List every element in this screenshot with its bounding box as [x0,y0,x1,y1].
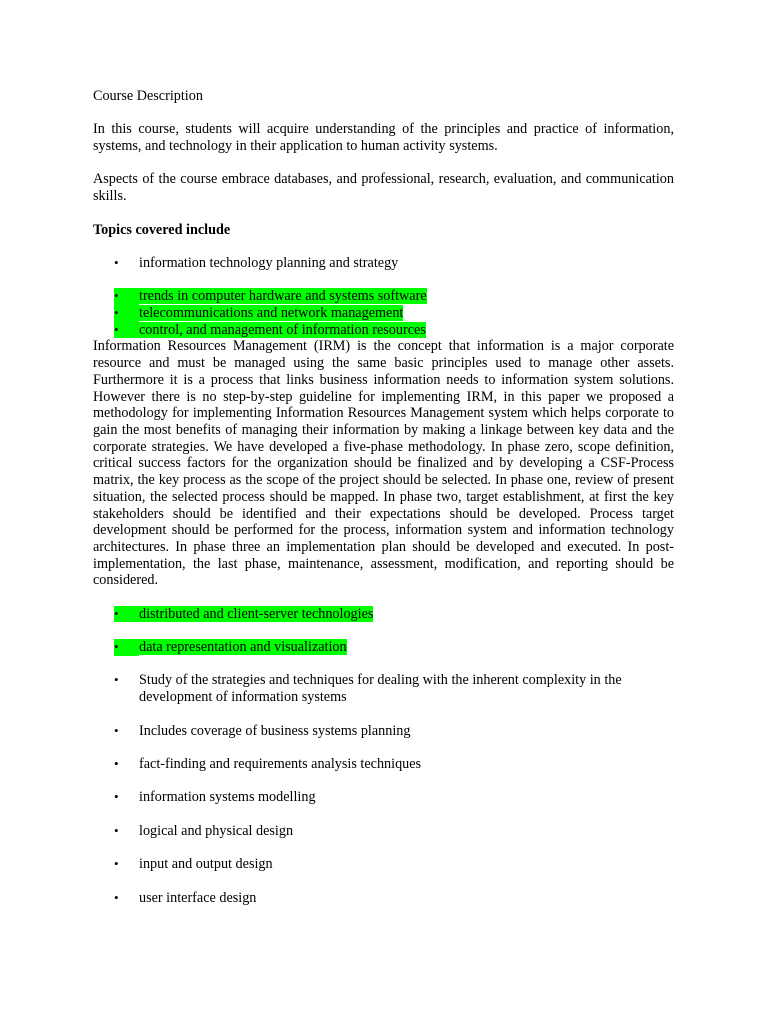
bullet-icon: • [114,288,139,305]
list-item [93,856,674,873]
document-body [93,88,674,906]
list-item-text: information technology planning and strategy [139,254,399,271]
bullet-icon: • [114,639,139,656]
list-item [93,288,674,305]
list-item-text: logical and physical design [139,822,294,839]
list-item [93,305,674,322]
list-item [93,723,674,740]
topics-list-highlighted [93,288,674,338]
topics-list-d6 [93,856,674,873]
list-item-text: Study of the strategies and techniques for dealing with the inherent complexity in the development of information systems [139,672,622,706]
bullet-icon: • [114,322,139,339]
bullet-icon: • [114,254,119,270]
bullet-icon: • [114,889,119,905]
list-item-text: control, and management of information resources [139,321,426,338]
bullet-icon: • [114,755,119,771]
list-item-text: information systems modelling [139,789,316,806]
list-item [93,606,674,623]
list-item-text: user interface design [139,889,257,906]
bullet-icon: • [114,672,119,688]
list-item-text: trends in computer hardware and systems software [139,288,427,305]
topics-list-a [93,255,674,272]
bullet-icon: • [114,606,139,623]
list-item-text: input and output design [139,856,273,873]
list-item-text: data representation and visualization [139,639,347,656]
bullet-icon: • [114,789,119,805]
list-item [93,823,674,840]
intro-paragraph-1: In this course, students will acquire understanding of the principles and practice of information, systems, and technology in their application to human activity systems. [93,121,674,155]
bullet-icon: • [114,722,119,738]
list-item-text: Includes coverage of business systems planning [139,722,411,739]
list-item [93,890,674,907]
topics-list-d [93,672,674,705]
topics-list-d2 [93,723,674,740]
list-item [93,639,674,656]
topics-list-d5 [93,823,674,840]
list-item [93,255,674,272]
bullet-icon: • [114,822,119,838]
intro-paragraph-2: Aspects of the course embrace databases, and professional, research, evaluation, and communication skills. [93,171,674,205]
course-description-heading: Course Description [93,88,203,104]
topics-list-d7 [93,890,674,907]
topics-list-c [93,606,674,623]
list-item-text: telecommunications and network management [139,305,404,322]
list-item [93,322,674,339]
topics-list-c2 [93,639,674,656]
bullet-icon: • [114,856,119,872]
list-item [93,672,674,705]
topics-list-d3 [93,756,674,773]
topics-list-d4 [93,789,674,806]
list-item [93,789,674,806]
list-item [93,756,674,773]
list-item-text: distributed and client-server technologies [139,605,374,622]
topics-heading: Topics covered include [93,221,231,238]
irm-paragraph: Information Resources Management (IRM) is the concept that information is a major corporate resource and must be managed using the same basic principles used to manage other assets. Furthermore it is a process that links business information needs to information system solutions. However there is no step-by-step guideline for implementing IRM, in this paper we proposed a methodology for implementing Information Resources Management system which helps corporate to gain the most benefits of managing their information by making a linkage between key data and the corporate strategies. We have developed a five-phase methodology. In phase zero, scope definition, critical success factors for the organization should be finalized and by developing a CSF-Process matrix, the key process as the scope of the project should be selected. In phase one, review of present situation, the selected process should be mapped. In phase two, target establishment, at first the key stakeholders should be identified and their expectations should be developed. Process target development should be performed for the process, information system and information technology architectures. In phase three an implementation plan should be developed and executed. In post-implementation, the last phase, maintenance, assessment, modification, and reporting should be considered. [93,338,674,589]
bullet-icon: • [114,305,139,322]
list-item-text: fact-finding and requirements analysis techniques [139,755,422,772]
